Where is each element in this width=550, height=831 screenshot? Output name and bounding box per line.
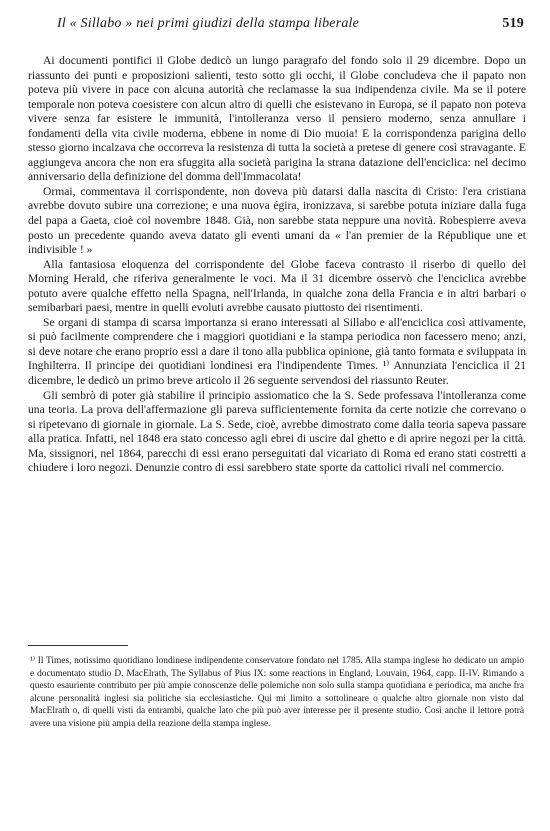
- body-text: [28, 54, 526, 476]
- paragraph: Alla fantasiosa eloquenza del corrispondente del Globe faceva contrasto il riserbo di quello del Morning Herald, che riferiva generalmente le voci. Ma il 31 dicembre osservò che l'enciclica avrebbe potuto avere qualche effetto nella Spagna, nell'Irlanda, in qualche zona della Francia e in altri barbari o semibarbari paesi, mentre in quelli evoluti avrebbe causato piuttosto dei risentimenti.: [28, 257, 526, 315]
- footnote-divider: [28, 645, 128, 646]
- paragraph: Gli sembrò di poter già stabilire il principio assiomatico che la S. Sede professava l'intolleranza come una teoria. La prova dell'affermazione gli pareva sufficientemente fornita da certe notizie che correvano o si ripetevano di giornale in giornale. La S. Sede, cioè, avrebbe dimostrato come dalla teoria sapeva passare alla pratica. Infatti, nel 1848 era stato concesso agli ebrei di uscire dal ghetto e di aprire negozi per la città. Ma, sissignori, nel 1864, parecchi di essi erano perseguitati dal vicariato di Roma ed erano stati costretti a chiudere i loro negozi. Denunzie contro di essi sarebbero state sporte da cattolici rivali nel commercio.: [28, 388, 526, 475]
- footnote-paragraph: [30, 655, 524, 731]
- running-head: [57, 16, 524, 34]
- footnote-marker: ¹⁾: [30, 656, 36, 666]
- paragraph: Ai documenti pontifici il Globe dedicò un lungo paragrafo del fondo solo il 29 dicembre. Dopo un riassunto dei punti e proposizioni salienti, testo sotto gli occhi, il Globe concludeva che il papato non poteva più vivere in pace con alcuna autorità che reclamasse la sua indipendenza civile. Ma se il potere temporale non poteva coesistere con alcun altro di quelli che esistevano in Europa, se il papato non poteva vivere senza far esistere le immunità, l'intolleranza verso il pensiero moderno, senza annullare i fondamenti della vita civile moderna, ebbene in nome di Dio muoia! E la corrispondenza parigina dello stesso giorno incalzava che occorreva la resistenza di tutta la società a pretese di genere così stravagante. E aggiungeva ancora che non era sfuggita alla società parigina la strana datazione dell'enciclica: nel decimo anniversario della definizione del domma dell'Immacolata!: [28, 54, 526, 184]
- paragraph: Ormai, commentava il corrispondente, non doveva più datarsi dalla nascita di Cristo: l'era cristiana avrebbe dovuto subire una correzione; e una nuova égira, ironizzava, si sarebbe potuta iniziare dalla fuga del papa a Gaeta, cioè col novembre 1848. Già, non sarebbe stata neppure una novità. Robespierre aveva posto un precedente quando aveva datato gli eventi umani da « l'an premier de la République une et indivisible ! »: [28, 184, 526, 257]
- running-title: Il « Sillabo » nei primi giudizi della stampa liberale: [57, 16, 360, 31]
- paragraph: Se organi di stampa di scarsa importanza si erano interessati al Sillabo e all'enciclica così attivamente, si può facilmente comprendere che i maggiori quotidiani e la stampa periodica non facessero meno; anzi, si deve notare che erano proprio essi a dare il tono alla pubblica opinione, già tanto formata e sviluppata in Inghilterra. Il principe dei quotidiani londinesi era l'indipendente Times. ¹⁾ Annunziata l'enciclica il 21 dicembre, le dedicò un primo breve articolo il 26 seguente servendosi del riassunto Reuter.: [28, 315, 526, 388]
- footnote: [30, 655, 524, 731]
- page-number: 519: [502, 16, 524, 31]
- footnote-text: Il Times, notissimo quotidiano londinese indipendente conservatore fondato nel 1785. Alla stampa inglese ho dedicato un ampio e documentato studio D. MacElrath, The Syllabus of Pius IX: some reactions in England, Louvain, 1964, capp. II-IV. Rimando a questo esauriente contributo per più ampie conoscenze delle polemiche non solo sulla stampa quotidiana e periodica, ma anche fra alcune personalità inglesi sia politiche sia ecclesiastiche. Qui mi limito a sottolineare o qualche altro giornale non visto dal MacElrath o, di quelli visti da entrambi, qualche lato che più può aver interesse per il presente studio. Così anche il lettore potrà avere una visione più ampia della reazione della stampa inglese.: [30, 656, 525, 729]
